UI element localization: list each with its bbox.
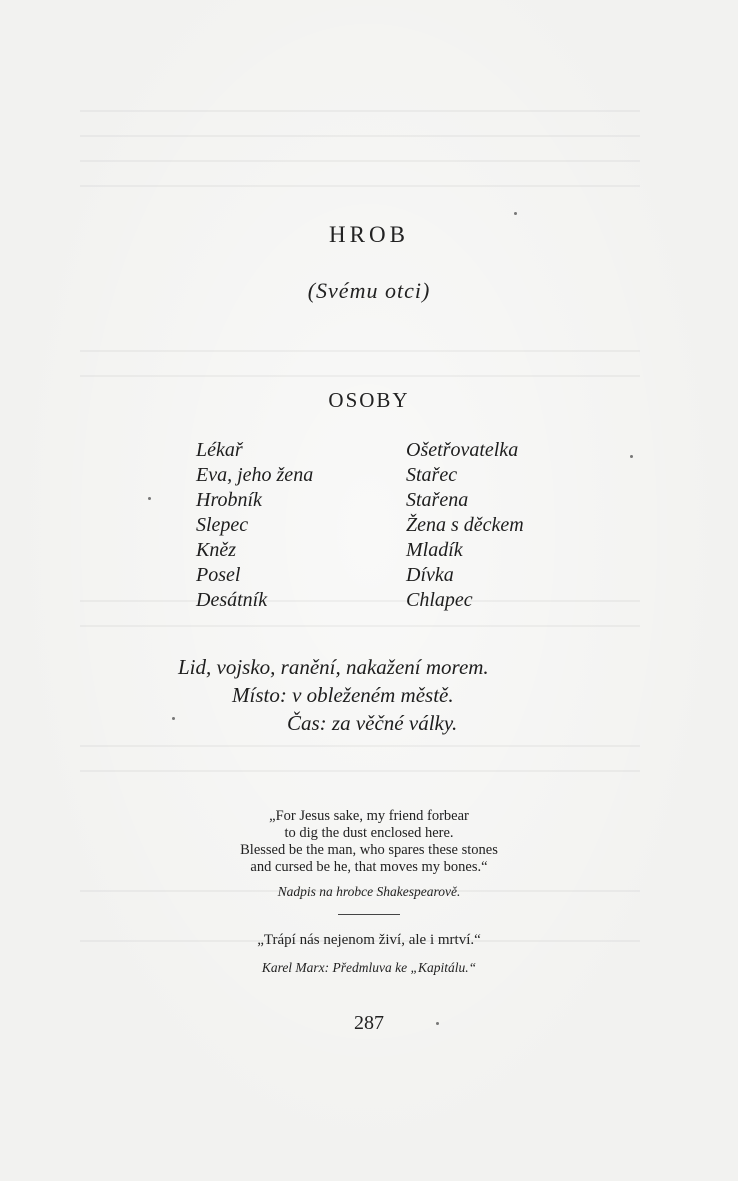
cast-item: Slepec xyxy=(196,514,249,536)
play-title: HROB xyxy=(329,222,409,247)
epigraph-line: and cursed be he, that moves my bones.“ xyxy=(250,859,488,875)
cast-item: Eva, jeho žena xyxy=(196,464,314,486)
bleed-through-line xyxy=(80,110,640,112)
cast-item: Kněz xyxy=(196,539,236,561)
paper-speck xyxy=(630,455,633,458)
epigraph-line: to dig the dust enclosed here. xyxy=(284,825,454,841)
setting-people: Lid, vojsko, ranění, nakažení morem. xyxy=(178,655,489,679)
cast-heading: OSOBY xyxy=(328,388,410,412)
page-number: 287 xyxy=(354,1012,384,1034)
bleed-through-line xyxy=(80,135,640,137)
epigraph-line: „Trápí nás nejenom živí, ale i mrtví.“ xyxy=(257,932,481,948)
epigraph-line: Blessed be the man, who spares these stones xyxy=(240,842,498,858)
bleed-through-line xyxy=(80,375,640,377)
bleed-through-line xyxy=(80,745,640,747)
paper-speck xyxy=(514,212,517,215)
epigraph-marx xyxy=(0,932,738,949)
bleed-through-line xyxy=(80,600,640,602)
cast-list-right xyxy=(406,438,524,613)
bleed-through-line xyxy=(80,185,640,187)
epigraph-attribution: Nadpis na hrobce Shakespearově. xyxy=(277,884,461,899)
bleed-through-line xyxy=(80,160,640,162)
cast-item: Chlapec xyxy=(406,589,473,611)
paper-speck xyxy=(436,1022,439,1025)
cast-item: Stařena xyxy=(406,489,469,511)
bleed-through-line xyxy=(80,770,640,772)
divider xyxy=(338,914,400,915)
cast-item: Desátník xyxy=(196,589,268,611)
bleed-through-line xyxy=(80,625,640,627)
cast-item: Žena s děckem xyxy=(406,514,524,536)
epigraph-shakespeare xyxy=(0,808,738,876)
setting-time: Čas: za věčné války. xyxy=(287,711,458,735)
cast-list-left xyxy=(196,438,313,613)
play-dedication: (Svému otci) xyxy=(307,278,431,303)
cast-item: Posel xyxy=(196,564,241,586)
cast-item: Mladík xyxy=(406,539,463,561)
setting-place: Místo: v obleženém městě. xyxy=(232,683,454,707)
cast-item: Stařec xyxy=(406,464,458,486)
paper-speck xyxy=(148,497,151,500)
paper-speck xyxy=(172,717,175,720)
cast-item: Dívka xyxy=(406,564,454,586)
cast-item: Lékař xyxy=(196,439,243,461)
epigraph-line: „For Jesus sake, my friend forbear xyxy=(269,808,469,824)
bleed-through-line xyxy=(80,350,640,352)
cast-item: Hrobník xyxy=(196,489,262,511)
epigraph-attribution: Karel Marx: Předmluva ke „Kapitálu.“ xyxy=(261,960,477,975)
cast-item: Ošetřovatelka xyxy=(406,439,519,461)
